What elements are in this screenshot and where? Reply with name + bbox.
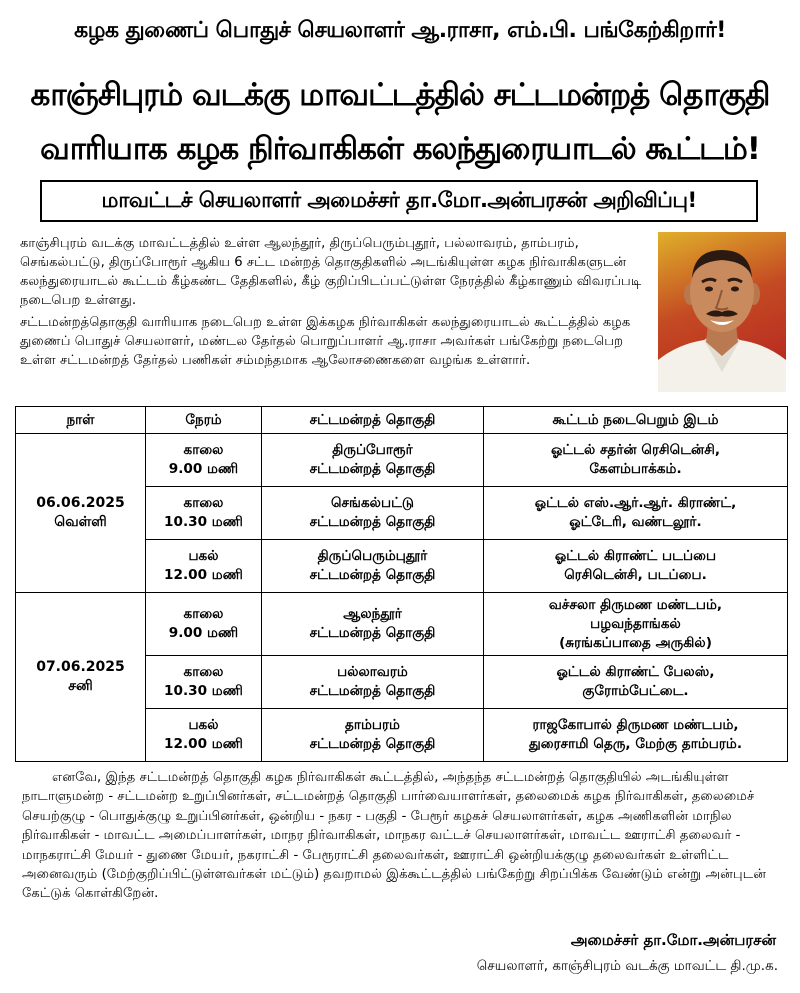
venue-cell xyxy=(484,487,788,540)
venue-line: பழவந்தாங்கல் xyxy=(590,615,681,632)
venue-line: ராஜகோபால் திருமண மண்டபம், xyxy=(532,717,739,733)
closing-text xyxy=(22,768,782,904)
header-time: நேரம் xyxy=(146,407,262,434)
schedule-table xyxy=(15,406,788,762)
announcement-box xyxy=(40,180,758,222)
venue-line: ஓட்டேரி, வண்டலூர். xyxy=(569,514,702,530)
constituency-suffix: சட்டமன்றத் தொகுதி xyxy=(309,683,436,699)
weekday-value: சனி xyxy=(68,678,93,694)
date-cell xyxy=(16,593,146,762)
constituency-cell xyxy=(262,540,484,593)
venue-cell xyxy=(484,656,788,709)
venue-line: ரெசிடென்சி, படப்பை. xyxy=(564,567,707,583)
constituency-name: ஆலந்தூர் xyxy=(343,606,402,622)
headline-line2: காஞ்சிபுரம் வடக்கு மாவட்டத்தில் சட்டமன்றத் தொகுதி xyxy=(30,77,770,113)
time-cell xyxy=(146,593,262,656)
venue-line: கேளம்பாக்கம். xyxy=(589,461,682,477)
venue-line: ஓட்டல் எஸ்.ஆர்.ஆர். கிராண்ட், xyxy=(534,495,737,511)
time: 9.00 மணி xyxy=(168,625,239,641)
period: காலை xyxy=(183,495,224,511)
constituency-suffix: சட்டமன்றத் தொகுதி xyxy=(309,567,436,583)
period: பகல் xyxy=(188,548,219,564)
venue-cell xyxy=(484,593,788,656)
time: 10.30 மணி xyxy=(164,683,243,699)
constituency-cell xyxy=(262,487,484,540)
intro-text xyxy=(20,234,650,370)
constituency-name: தாம்பரம் xyxy=(345,717,400,733)
constituency-cell xyxy=(262,434,484,487)
date-value: 06.06.2025 xyxy=(36,495,125,511)
announcement-text: மாவட்டச் செயலாளர் அமைச்சர் தா.மோ.அன்பரசன் அறிவிப்பு! xyxy=(101,187,697,212)
constituency-name: திருப்போரூர் xyxy=(332,442,413,458)
portrait-illustration xyxy=(658,232,786,392)
venue-line: துரைசாமி தெரு, மேற்கு தாம்பரம். xyxy=(528,736,743,752)
constituency-cell xyxy=(262,656,484,709)
closing-paragraph: எனவே, இந்த சட்டமன்றத் தொகுதி கழக நிர்வாகிகள் கூட்டத்தில், அந்தந்த சட்டமன்றத் தொகுதியில் அடங்கியுள்ள நாடாளுமன்ற - சட்டமன்ற உறுப்பினர்கள், சட்டமன்றத் தொகுதி பார்வையாளர்கள், தலைமைக் கழக நிர்வாகிகள், தலைமைச் செயற்குழு - பொதுக்குழு உறுப்பினர்கள், ஒன்றிய - நகர - பகுதி - பேரூர் கழகச் செயலாளர்கள், கழக அணிகளின் மாநில நிர்வாகிகள் - மாவட்ட அமைப்பாளர்கள், மாநர நிர்வாகிகள், மாநகர வட்டச் செயலாளர்கள், மாவட்ட ஊராட்சி தலைவர் - மாநகராட்சி மேயர் - துணை மேயர், நகராட்சி - பேரூராட்சி தலைவர்கள், ஊராட்சி ஒன்றியக்குழு தலைவர்கள் உள்ளிட்ட அனைவரும் (மேற்குறிப்பிட்டுள்ளவர்கள் மட்டும்) தவறாமல் இக்கூட்டத்தில் பங்கேற்று சிறப்பிக்க வேண்டும் என்று அன்புடன் கேட்டுக் கொள்கிறேன். xyxy=(22,770,767,902)
time-cell xyxy=(146,540,262,593)
constituency-name: திருப்பெரும்புதூர் xyxy=(317,548,428,564)
header-date: நாள் xyxy=(16,407,146,434)
constituency-suffix: சட்டமன்றத் தொகுதி xyxy=(309,625,436,641)
period: பகல் xyxy=(188,717,219,733)
time: 12.00 மணி xyxy=(164,567,243,583)
signature-designation: செயலாளர், காஞ்சிபுரம் வடக்கு மாவட்ட தி.மு.க. xyxy=(476,958,778,974)
venue-line: குரோம்பேட்டை. xyxy=(582,683,689,699)
constituency-name: செங்கல்பட்டு xyxy=(330,495,415,511)
headline-line1: கழக துணைப் பொதுச் செயலாளர் ஆ.ராசா, எம்.பி. பங்கேற்கிறார்! xyxy=(74,18,726,43)
period: காலை xyxy=(183,442,224,458)
venue-line: ஓட்டல் கிராண்ட் பேலஸ், xyxy=(556,664,715,680)
period: காலை xyxy=(183,664,224,680)
signature-name: அமைச்சர் தா.மோ.அன்பரசன் xyxy=(570,931,776,949)
time: 12.00 மணி xyxy=(164,736,243,752)
date-value: 07.06.2025 xyxy=(36,659,125,675)
venue-cell xyxy=(484,434,788,487)
venue-line: (சுரங்கப்பாதை அருகில்) xyxy=(559,634,712,651)
headline-line3: வாரியாக கழக நிர்வாகிகள் கலந்துரையாடல் கூட்டம்! xyxy=(40,131,760,167)
venue-line: வச்சலா திருமண மண்டபம், xyxy=(548,596,723,613)
venue-cell xyxy=(484,709,788,762)
constituency-name: பல்லாவரம் xyxy=(337,664,408,680)
leader-photo xyxy=(658,232,786,392)
constituency-cell xyxy=(262,593,484,656)
header-venue: கூட்டம் நடைபெறும் இடம் xyxy=(484,407,788,434)
time: 9.00 மணி xyxy=(168,461,239,477)
date-cell xyxy=(16,434,146,593)
table-row xyxy=(16,434,788,487)
intro-paragraph-1: காஞ்சிபுரம் வடக்கு மாவட்டத்தில் உள்ள ஆலந்தூர், திருப்பெரும்புதூர், பல்லாவரம், தாம்பரம், செங்கல்பட்டு, திருப்போரூர் ஆகிய 6 சட்ட மன்றத் தொகுதிகளில் அடங்கியுள்ள கழக நிர்வாகிகளுடன் கலந்துரையாடல் கூட்டம் கீழ்கண்ட தேதிகளில், கீழ் குறிப்பிடப்பட்டுள்ள நேரத்தில் கீழ்காணும் விவரப்படி நடைபெற உள்ளது. xyxy=(20,236,642,308)
weekday-value: வெள்ளி xyxy=(54,514,107,530)
header-constituency: சட்டமன்றத் தொகுதி xyxy=(262,407,484,434)
time-cell xyxy=(146,709,262,762)
constituency-suffix: சட்டமன்றத் தொகுதி xyxy=(309,736,436,752)
period: காலை xyxy=(183,606,224,622)
schedule-header-row xyxy=(16,407,788,434)
time: 10.30 மணி xyxy=(164,514,243,530)
venue-cell xyxy=(484,540,788,593)
time-cell xyxy=(146,434,262,487)
time-cell xyxy=(146,656,262,709)
intro-paragraph-2: சட்டமன்றத்தொகுதி வாரியாக நடைபெற உள்ள இக்கழக நிர்வாகிகள் கலந்துரையாடல் கூட்டத்தில் கழக துணைப் பொதுச் செயலாளர், மண்டல தேர்தல் பொறுப்பாளர் ஆ.ராசா அவர்கள் பங்கேற்று நடைபெற உள்ள சட்டமன்றத் தேர்தல் பணிகள் சம்மந்தமாக ஆலோசணைகளை வழங்க உள்ளார். xyxy=(20,315,631,368)
constituency-cell xyxy=(262,709,484,762)
venue-line: ஓட்டல் சதர்ன் ரெசிடென்சி, xyxy=(550,442,721,458)
venue-line: ஓட்டல் கிராண்ட் படப்பை xyxy=(554,548,717,564)
main-headline xyxy=(0,68,800,176)
table-row xyxy=(16,593,788,656)
constituency-suffix: சட்டமன்றத் தொகுதி xyxy=(309,514,436,530)
time-cell xyxy=(146,487,262,540)
constituency-suffix: சட்டமன்றத் தொகுதி xyxy=(309,461,436,477)
